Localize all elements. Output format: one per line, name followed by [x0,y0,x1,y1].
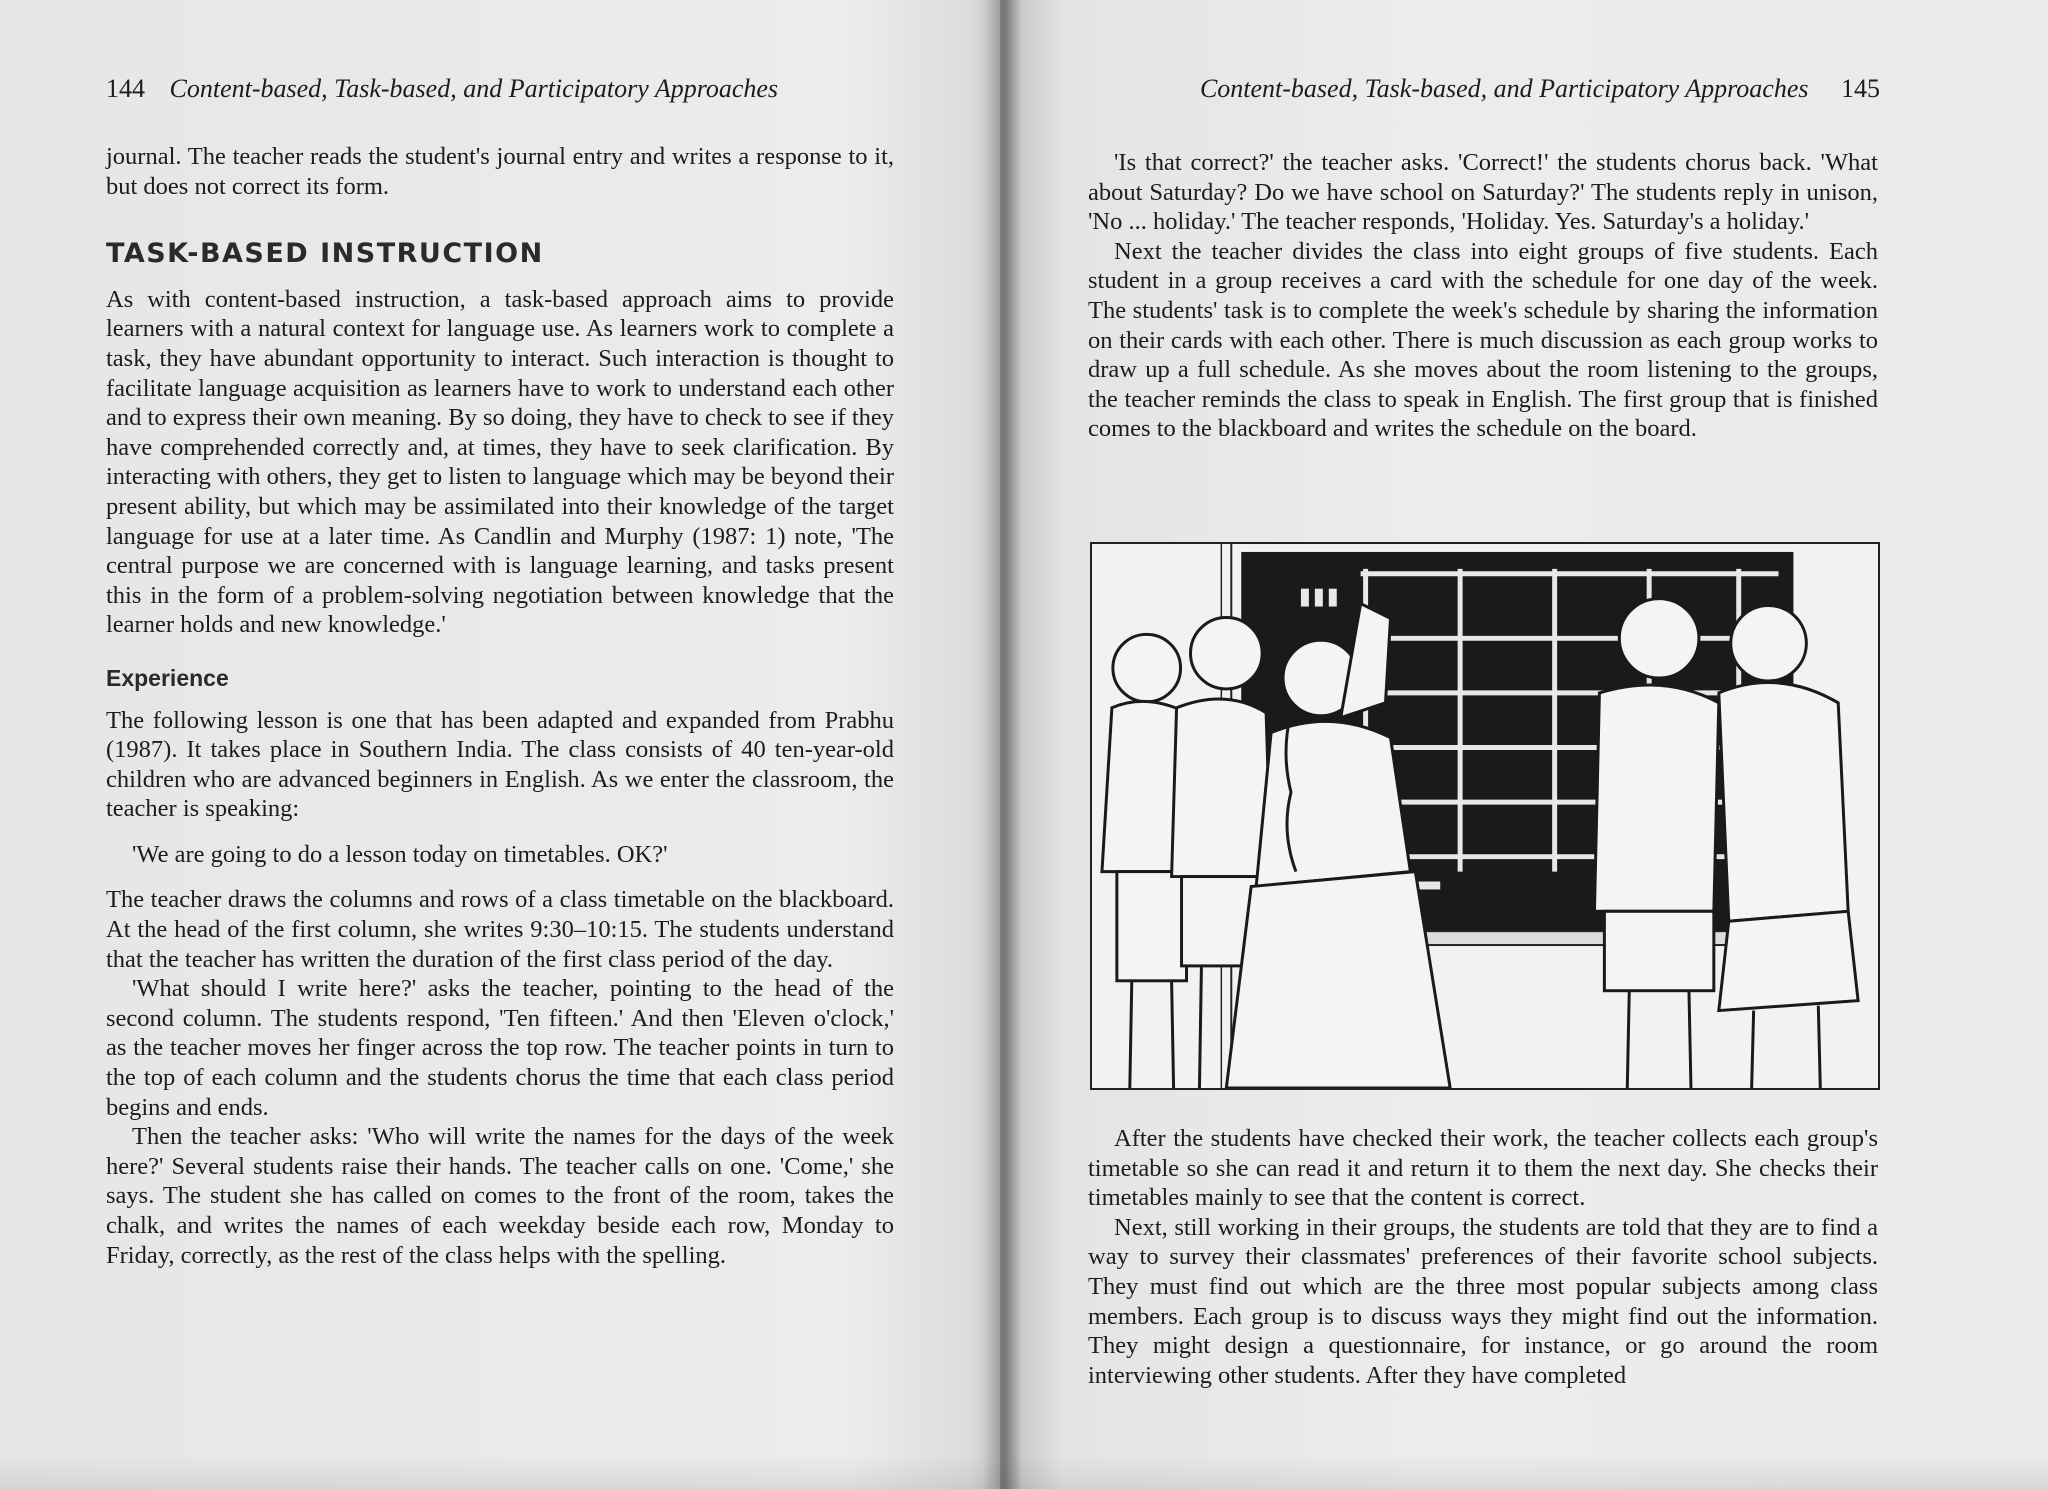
paragraph-groups: Next the teacher divides the class into eight groups of five students. Each student in a group receives a card with the schedule for one day of the week. The students' task is to complete the week's schedule by sharing the information on their cards with each other. There is much discussion as each group works to draw up a full schedule. As she moves about the room listening to the groups, the teacher reminds the class to speak in English. The first group that is finished comes to the blackboard and writes the schedule on the board. [1088,237,1878,443]
students-at-blackboard-drawing [1092,544,1878,1088]
paragraph-what-write: 'What should I write here?' asks the teacher, pointing to the head of the second column. The students respond, 'Ten fifteen.' And then 'Eleven o'clock,' as the teacher moves her finger across the top row. The teacher points in turn to the top of each column and the students chorus the time that each class period begins and ends. [106,975,894,1121]
page-bottom-shade [0,1455,2048,1489]
right-text-column-top [1088,148,1878,444]
running-head-right [1200,74,1880,104]
left-text-column [106,142,894,1270]
page-number-right: 145 [1841,74,1880,103]
paragraph-checked: After the students have checked their work, the teacher collects each group's timetable so she can read it and return it to them the next day. She checks their timetables mainly to see that the content is correct. [1088,1125,1878,1212]
paragraph-lesson: The following lesson is one that has been adapted and expanded from Prabhu (1987). It takes place in Southern India. The class consists of 40 ten-year-old children who are advanced beginners in English. As we enter the classroom, the teacher is speaking: [106,706,894,823]
paragraph-correct: 'Is that correct?' the teacher asks. 'Correct!' the students chorus back. 'What about Saturday? Do we have school on Saturday?' The students reply in unison, 'No ... holiday.' The teacher responds, 'Holiday. Yes. Saturday's a holiday.' [1088,149,1878,236]
page-number-left: 144 [106,74,145,103]
running-head-title-left: Content-based, Task-based, and Participatory Approaches [169,74,779,103]
left-page [0,0,1000,1489]
paragraph-survey: Next, still working in their groups, the students are told that they are to find a way to survey their classmates' preferences of their favorite school subjects. They must find out which are the three most popular subjects among class members. Each group is to discuss ways they might find out the information. They might design a questionnaire, for instance, or go around the room interviewing other students. After they have completed [1088,1213,1878,1389]
running-head-title-right: Content-based, Task-based, and Participatory Approaches [1199,74,1809,103]
classroom-illustration [1090,542,1880,1090]
subheading-experience: Experience [106,664,229,691]
paragraph-names: Then the teacher asks: 'Who will write the names for the days of the week here?' Several students raise their hands. The teacher calls on one. 'Come,' she says. The student she has called on comes to the front of the room, takes the chalk, and writes the names of each weekday beside each row, Monday to Friday, correctly, as the rest of the class helps with the spelling. [106,1123,894,1269]
right-text-column-bottom [1088,1124,1878,1390]
quote-timetables: 'We are going to do a lesson today on timetables. OK?' [132,840,668,868]
book-gutter [982,0,1022,1489]
running-head-left [106,74,778,104]
right-page [1000,0,2048,1489]
paragraph-draws: The teacher draws the columns and rows of a class timetable on the blackboard. At the head of the first column, she writes 9:30–10:15. The students understand that the teacher has written the duration of the first class period of the day. [106,886,894,973]
paragraph-journal: journal. The teacher reads the student's journal entry and writes a response to it, but does not correct its form. [106,143,894,200]
section-heading: TASK-BASED INSTRUCTION [106,238,544,270]
paragraph-task-intro: As with content-based instruction, a task-based approach aims to provide learners with a natural context for language use. As learners work to complete a task, they have abundant opportunity to interact. Such interaction is thought to facilitate language acquisition as learners have to work to understand each other and to express their own meaning. By so doing, they have to check to see if they have comprehended correctly and, at times, they have to seek clarification. By interacting with others, they get to listen to language which may be beyond their present ability, but which may be assimilated into their knowledge of the target language for use at a later time. As Candlin and Murphy (1987: 1) note, 'The central purpose we are concerned with is language learning, and tasks present this in the form of a problem-solving negotiation between knowledge that the learner holds and new knowledge.' [106,285,894,639]
